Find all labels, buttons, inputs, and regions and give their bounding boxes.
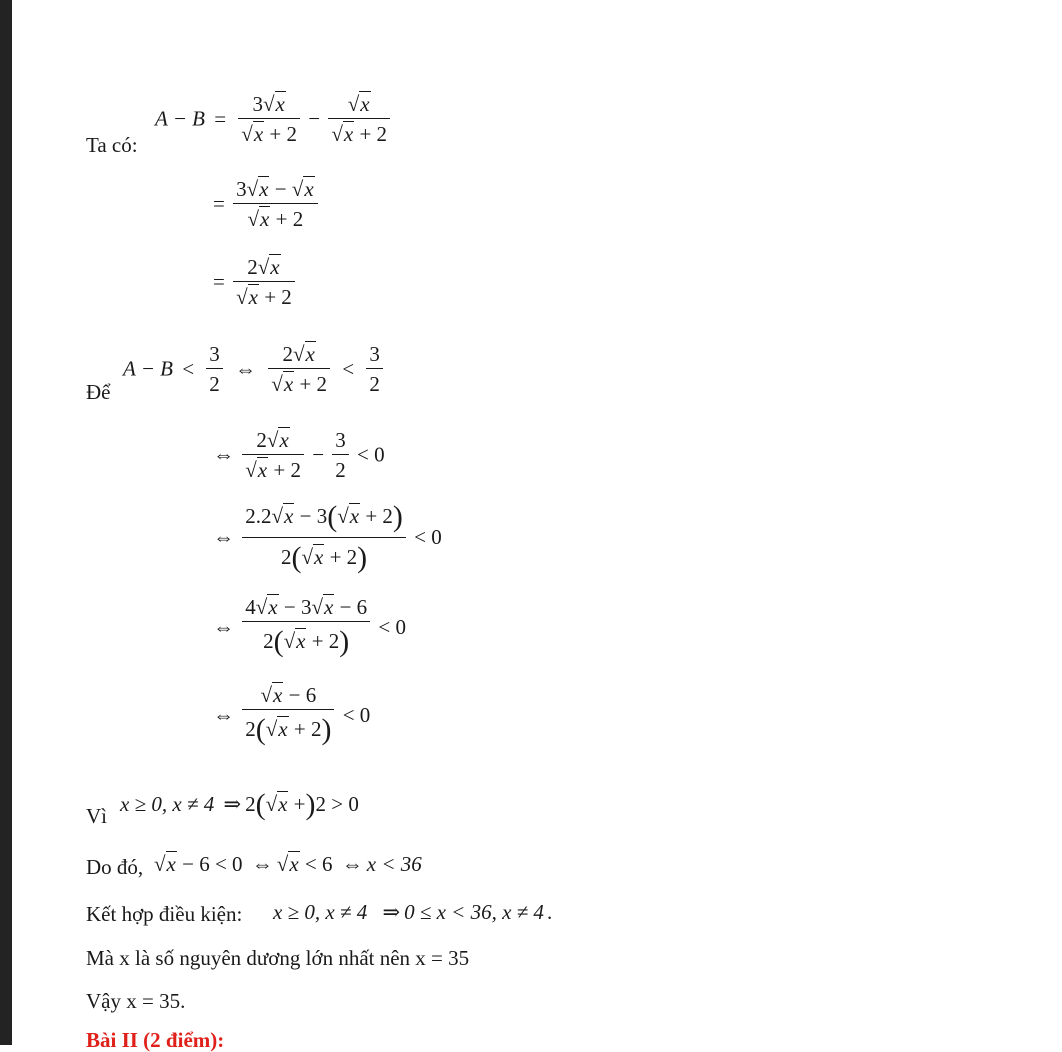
equation-a-minus-b bbox=[155, 92, 393, 146]
fraction: $\frac{2√x}{√x + 2}$ bbox=[233, 255, 295, 309]
inequality-step-4: ⇔ $\frac{√x - 6}{2(√x + 2)}$ < 0 bbox=[213, 683, 371, 747]
label-vay: Vậy x = 35. bbox=[86, 989, 186, 1013]
combined-condition: x ≥ 0, x ≠ 4 ⇒ 0 ≤ x < 36, x ≠ 4 . bbox=[273, 900, 553, 924]
next-section-heading: Bài II (2 điểm): bbox=[86, 1028, 225, 1052]
label-do-do: Do đó, bbox=[86, 855, 144, 879]
equals-sign: = bbox=[213, 191, 225, 216]
lhs: A − B bbox=[155, 106, 205, 131]
coef: 3 bbox=[252, 92, 263, 116]
condition-positive: x ≥ 0, x ≠ 4 ⇒ 2(√x +)2 > 0 bbox=[120, 788, 359, 821]
sqrt-x: √x bbox=[241, 122, 264, 147]
viewer-sidebar bbox=[0, 0, 12, 1045]
label-ta-co: Ta có: bbox=[86, 133, 138, 157]
inequality-condition: A − B < $\frac{3}{2}$ ⇔ $\frac{2√x}{√x + 2}$ < $\frac{3}{2}$ bbox=[123, 342, 386, 396]
minus-sign: − bbox=[308, 106, 321, 131]
inequality-step-2: ⇔ $\frac{2.2√x - 3(√x + 2)}{2(√x + 2)}$ < 0 bbox=[213, 500, 442, 574]
label-de: Để bbox=[86, 380, 111, 404]
sqrt-x: √x bbox=[262, 92, 285, 116]
fraction: $\frac{√x}{√x + 2}$ bbox=[328, 92, 390, 146]
label-vi: Vì bbox=[86, 804, 107, 828]
inequality-step-3: ⇔ $\frac{4√x - 3√x - 6}{2(√x + 2)}$ < 0 bbox=[213, 595, 406, 659]
label-ket-hop: Kết hợp điều kiện: bbox=[86, 902, 243, 926]
fraction: $\frac{3√x - √x}{√x + 2}$ bbox=[233, 177, 318, 231]
inequality-step-1: ⇔ $\frac{2√x}{√x + 2}$ − $\frac{3}{2}$ < 0 bbox=[213, 428, 385, 483]
equals-sign: = bbox=[214, 106, 227, 131]
sqrt-x: √x bbox=[347, 92, 370, 116]
conclusion-inequality: √x − 6 < 0 ⇔ √x < 6 ⇔ x < 36 bbox=[154, 852, 422, 876]
sqrt-x: √x bbox=[331, 122, 354, 147]
equals-sign: = bbox=[213, 269, 225, 294]
label-ma-x: Mà x là số nguyên dương lớn nhất nên x = 35 bbox=[86, 946, 470, 970]
fraction: $\frac{3√x}{√x + 2}$ bbox=[238, 92, 300, 146]
equation-step-3 bbox=[213, 255, 298, 309]
equation-step-2 bbox=[213, 177, 321, 231]
